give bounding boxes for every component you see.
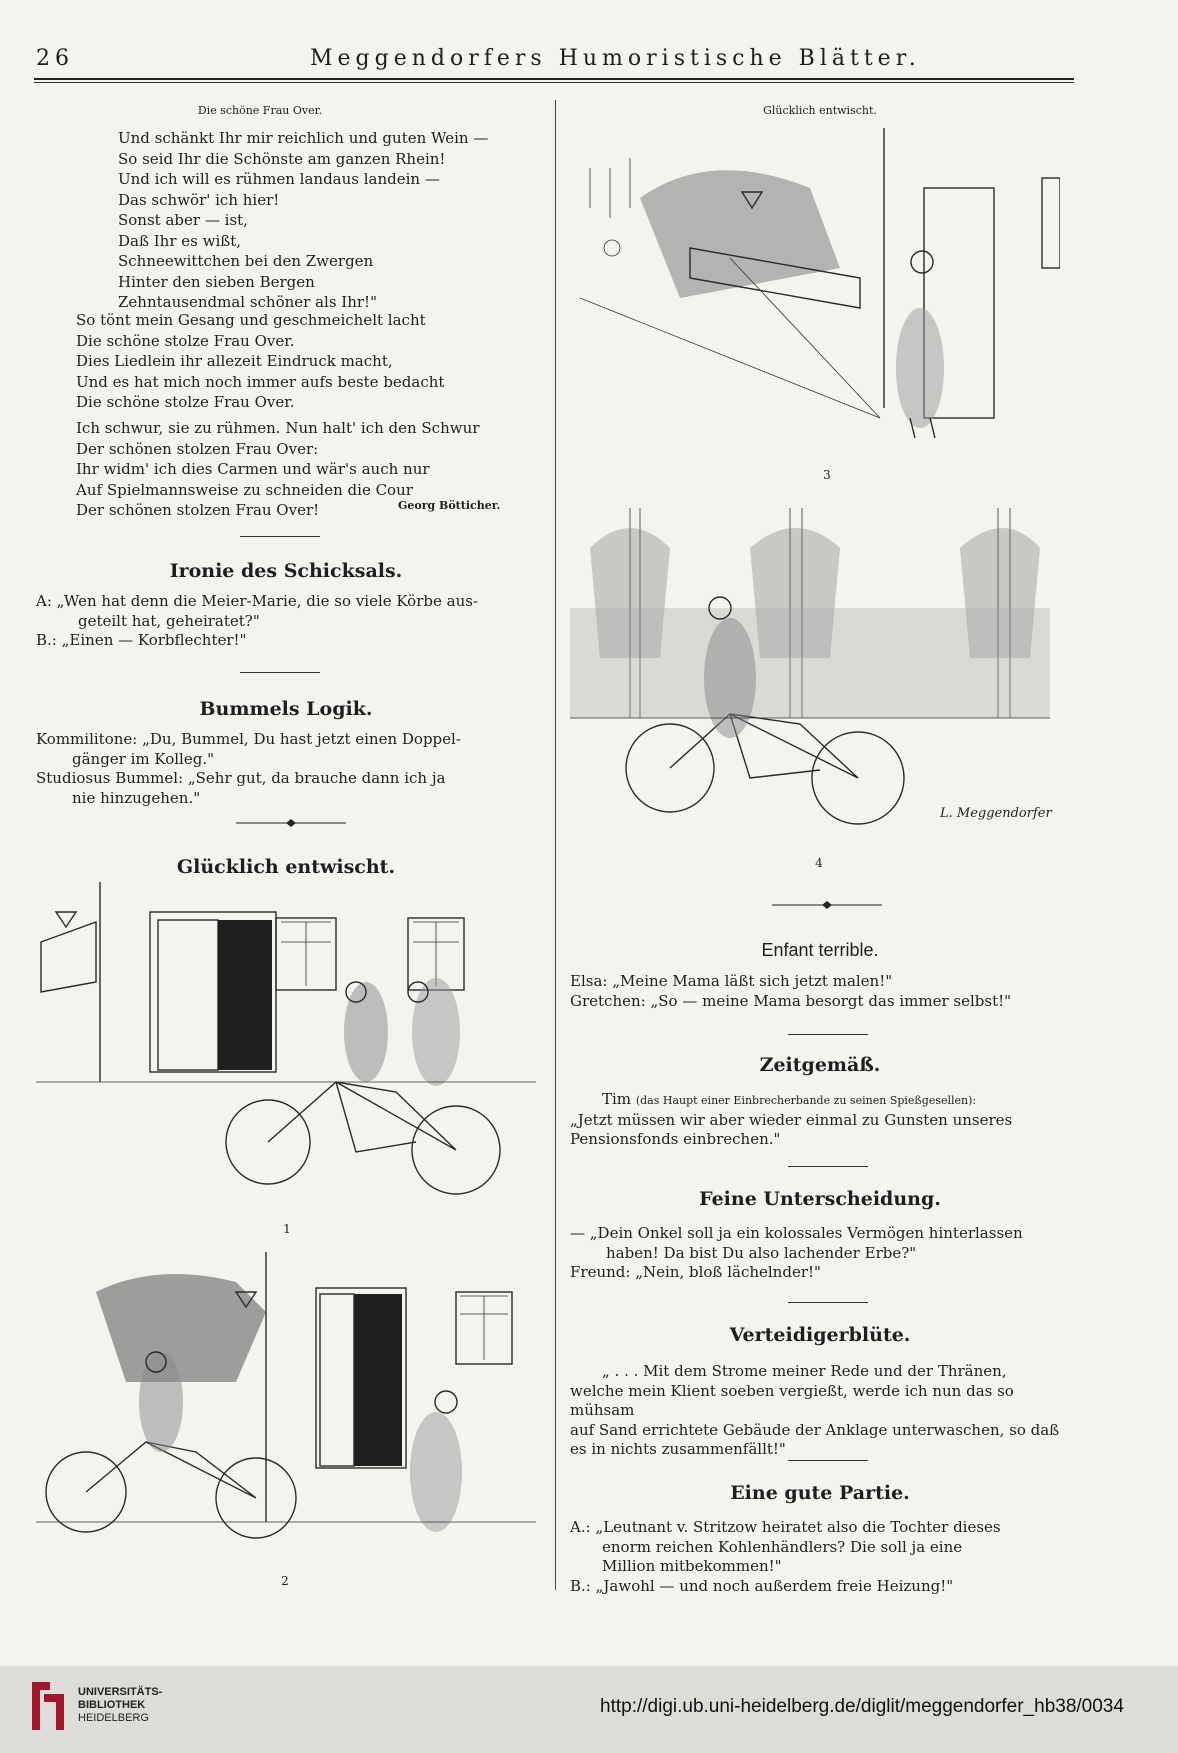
poem-stanza-2 (76, 310, 444, 413)
speaker: A: (36, 592, 52, 610)
dialogue-line: „Jetzt müssen wir aber wieder einmal zu Gunsten unseres (570, 1110, 1013, 1129)
dialogue-line: „Jawohl — und noch außerdem freie Heizung!" (595, 1576, 954, 1595)
fig2-caption: 2 (281, 1574, 289, 1588)
dialogue-line: Pensionsfonds einbrechen." (570, 1130, 781, 1148)
illustration-fig1 (36, 882, 536, 1212)
dialogue-line: Million mitbekommen!" (602, 1557, 782, 1575)
poem-line: So tönt mein Gesang und geschmeichelt lacht (76, 311, 426, 329)
illustration-fig2 (36, 1252, 536, 1572)
dialogue-line: „Meine Mama läßt sich jetzt malen!" (612, 972, 893, 990)
poem-line: Der schönen stolzen Frau Over! (76, 501, 320, 519)
bummel-title: Bummels Logik. (199, 698, 373, 720)
ironie-dialogue (36, 592, 536, 651)
feine-dialogue (570, 1224, 1070, 1283)
ornament-divider (772, 898, 882, 912)
text-line: es in nichts zusammenfällt!" (570, 1440, 786, 1458)
dialogue-line: „Wen hat denn die Meier-Marie, die so viele Körbe aus- (56, 592, 479, 610)
dialogue-line: „So — meine Mama besorgt das immer selbst!" (650, 991, 1012, 1010)
poem-line: Auf Spielmannsweise zu schneiden die Cour (76, 480, 413, 499)
enfant-title: Enfant terrible. (761, 940, 879, 960)
speaker: Kommilitone: (36, 730, 138, 748)
section-rule (240, 672, 320, 673)
library-name-line: HEIDELBERG (78, 1712, 149, 1724)
stage-direction: (das Haupt einer Einbrecherbande zu seinen Spießgesellen): (635, 1094, 977, 1107)
dialogue-line: „Leutnant v. Stritzow heiratet also die Tochter dieses (595, 1518, 1001, 1536)
speaker: B.: (570, 1576, 591, 1595)
dialogue-line: „Sehr gut, da brauche dann ich ja (187, 769, 446, 787)
poem-line: Zehntausendmal schöner als Ihr!" (118, 293, 377, 311)
source-url-link[interactable]: http://digi.ub.uni-heidelberg.de/diglit/meggendorfer_hb38/0034 (600, 1696, 1124, 1717)
poem-line: Schneewittchen bei den Zwergen (118, 252, 374, 270)
page-title: Meggendorfers Humoristische Blätter. (310, 46, 921, 71)
section-rule (240, 536, 320, 537)
illustration-fig4 (570, 508, 1050, 848)
page-number: 26 (36, 46, 74, 71)
poem-line: Die schöne stolze Frau Over. (76, 331, 295, 350)
poem-line: Dies Liedlein ihr allezeit Eindruck macht, (76, 352, 393, 370)
speaker: B.: (36, 631, 57, 649)
fig1-caption: 1 (283, 1222, 291, 1236)
bummel-dialogue (36, 730, 546, 808)
column-divider (555, 100, 556, 1590)
fig4-caption: 4 (815, 856, 823, 870)
speaker: Elsa: (570, 972, 608, 990)
dialogue-line: „Nein, bloß lächelnder!" (635, 1263, 821, 1281)
illustration-fig3 (580, 128, 1060, 458)
poem-line: Die schöne stolze Frau Over. (76, 393, 295, 411)
library-name (78, 1686, 162, 1725)
section-rule (788, 1460, 868, 1461)
left-running-title: Die schöne Frau Over. (197, 104, 323, 117)
feine-title: Feine Unterscheidung. (699, 1188, 941, 1210)
text-line: „ . . . Mit dem Strome meiner Rede und der Thränen, (602, 1362, 1007, 1380)
poem-stanza-1 (118, 128, 488, 313)
poem-line: Ich schwur, sie zu rühmen. Nun halt' ich den Schwur (76, 419, 480, 437)
dialogue-line: haben! Da bist Du also lachender Erbe?" (606, 1243, 917, 1262)
dialogue-line: — „Dein Onkel soll ja ein kolossales Vermögen hinterlassen (570, 1224, 1023, 1242)
library-name-line: BIBLIOTHEK (78, 1699, 146, 1711)
header-rule (34, 78, 1074, 80)
ironie-title: Ironie des Schicksals. (169, 560, 403, 582)
dialogue-line: nie hinzugehen." (72, 788, 201, 807)
poem-line: Hinter den sieben Bergen (118, 272, 315, 291)
partie-title: Eine gute Partie. (730, 1482, 910, 1504)
poem-line: Ihr widm' ich dies Carmen und wär's auch nur (76, 460, 430, 478)
dialogue-line: „Einen — Korbflechter!" (61, 631, 247, 649)
speaker: Tim (602, 1090, 632, 1108)
speaker: A.: (570, 1518, 591, 1536)
verteidiger-title: Verteidigerblüte. (729, 1324, 911, 1346)
speaker: Gretchen: (570, 991, 646, 1010)
digitization-footer (0, 1666, 1178, 1753)
poem-line: Daß Ihr es wißt, (118, 231, 242, 250)
zeitgemaess-title: Zeitgemäß. (759, 1054, 881, 1076)
poem-line: So seid Ihr die Schönste am ganzen Rhein! (118, 149, 446, 168)
poem-line: Das schwör' ich hier! (118, 190, 280, 209)
speaker: Studiosus Bummel: (36, 769, 184, 787)
enfant-dialogue (570, 972, 1070, 1011)
poem-line: Und es hat mich noch immer aufs beste bedacht (76, 372, 445, 391)
speaker: Freund: (570, 1263, 631, 1281)
library-name-line: UNIVERSITÄTS- (78, 1686, 163, 1698)
poem-line: Sonst aber — ist, (118, 211, 248, 229)
section-rule (788, 1034, 868, 1035)
ornament-divider (236, 816, 346, 830)
right-running-title: Glücklich entwischt. (763, 104, 877, 117)
poem-line: Und schänkt Ihr mir reichlich und guten Wein — (118, 129, 489, 147)
poem-signature: Georg Bötticher. (398, 499, 501, 512)
poem-line: Und ich will es rühmen landaus landein — (118, 170, 440, 188)
text-line: auf Sand errichtete Gebäude der Anklage unterwaschen, so daß (570, 1420, 1060, 1439)
verteidiger-text (570, 1362, 1070, 1460)
partie-dialogue (570, 1518, 1070, 1596)
fig3-caption: 3 (823, 468, 831, 482)
section-rule (788, 1302, 868, 1303)
section-rule (788, 1166, 868, 1167)
zeitgemaess-dialogue (570, 1090, 1070, 1150)
header-rule-thin (34, 82, 1074, 83)
library-logo-icon (28, 1678, 68, 1734)
dialogue-line: gänger im Kolleg." (72, 749, 214, 768)
poem-line: Der schönen stolzen Frau Over: (76, 439, 319, 458)
dialogue-line: enorm reichen Kohlenhändlers? Die soll ja eine (602, 1537, 963, 1556)
dialogue-line: geteilt hat, geheiratet?" (78, 611, 260, 630)
gluecklich-title: Glücklich entwischt. (176, 856, 396, 878)
dialogue-line: „Du, Bummel, Du hast jetzt einen Doppel- (142, 730, 461, 748)
text-line: welche mein Klient soeben vergießt, werde ich nun das so mühsam (570, 1381, 1014, 1419)
illustration-signature: L. Meggendorfer (940, 806, 1052, 821)
